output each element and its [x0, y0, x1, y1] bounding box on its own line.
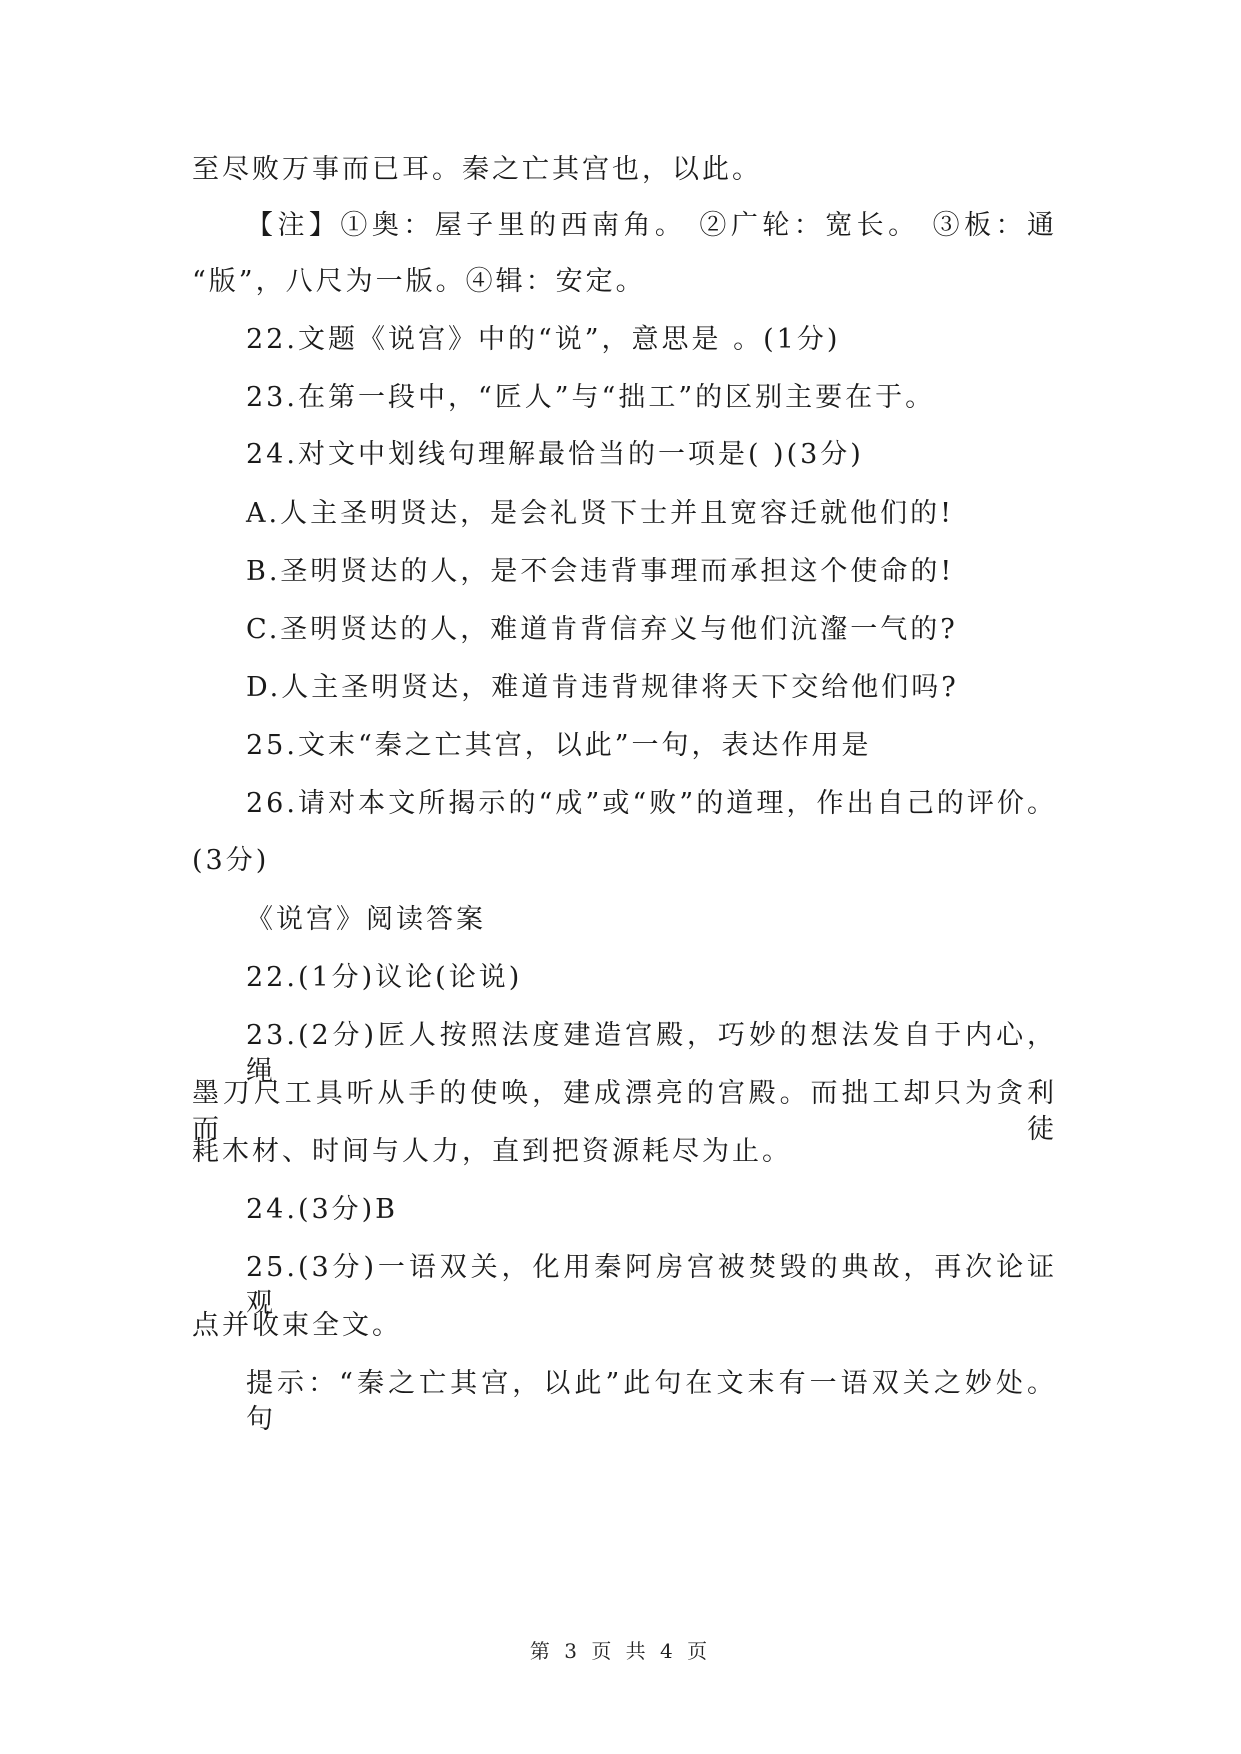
answer-heading: 《说宫》阅读答案 — [246, 904, 486, 935]
text-line-2: 【注】①奥：屋子里的西南角。 ②广轮：宽长。 ③板：通 — [246, 210, 1057, 241]
question-22: 22.文题《说宫》中的“说”，意思是 。(1分) — [246, 324, 841, 355]
page-footer: 第 3 页 共 4 页 — [529, 1639, 712, 1663]
question-25: 25.文末“秦之亡其宫，以此”一句，表达作用是 — [246, 730, 872, 761]
answer-24: 24.(3分)B — [246, 1194, 399, 1225]
option-d: D.人主圣明贤达，难道肯违背规律将天下交给他们吗? — [246, 672, 959, 703]
answer-25-line-1: 25.(3分)一语双关，化用秦阿房宫被焚毁的典故，再次论证观 — [246, 1252, 1057, 1319]
answer-22: 22.(1分)议论(论说) — [246, 962, 523, 993]
question-26-score: (3分) — [192, 845, 270, 876]
answer-23-line-2: 墨刀尺工具听从手的使唤，建成漂亮的宫殿。而拙工却只为贪利而徒 — [192, 1078, 1057, 1145]
question-26: 26.请对本文所揭示的“成”或“败”的道理，作出自己的评价。 — [246, 788, 1057, 819]
answer-23-line-3: 耗木材、时间与人力，直到把资源耗尽为止。 — [192, 1136, 792, 1167]
answer-25-line-2: 点并收束全文。 — [192, 1310, 402, 1341]
option-b: B.圣明贤达的人，是不会违背事理而承担这个使命的! — [246, 556, 955, 587]
answer-23-line-1: 23.(2分)匠人按照法度建造宫殿，巧妙的想法发自于内心，绳 — [246, 1020, 1057, 1087]
question-23: 23.在第一段中，“匠人”与“拙工”的区别主要在于。 — [246, 382, 936, 413]
text-line-1: 至尽败万事而已耳。秦之亡其宫也，以此。 — [192, 154, 762, 185]
question-24: 24.对文中划线句理解最恰当的一项是( )(3分) — [246, 439, 864, 470]
hint-line: 提示：“秦之亡其宫，以此”此句在文末有一语双关之妙处。句 — [246, 1368, 1057, 1435]
option-c: C.圣明贤达的人，难道肯背信弃义与他们沆瀣一气的? — [246, 614, 958, 645]
text-line-3: “版”，八尺为一版。④辑：安定。 — [192, 266, 646, 297]
option-a: A.人主圣明贤达，是会礼贤下士并且宽容迁就他们的! — [246, 498, 954, 529]
